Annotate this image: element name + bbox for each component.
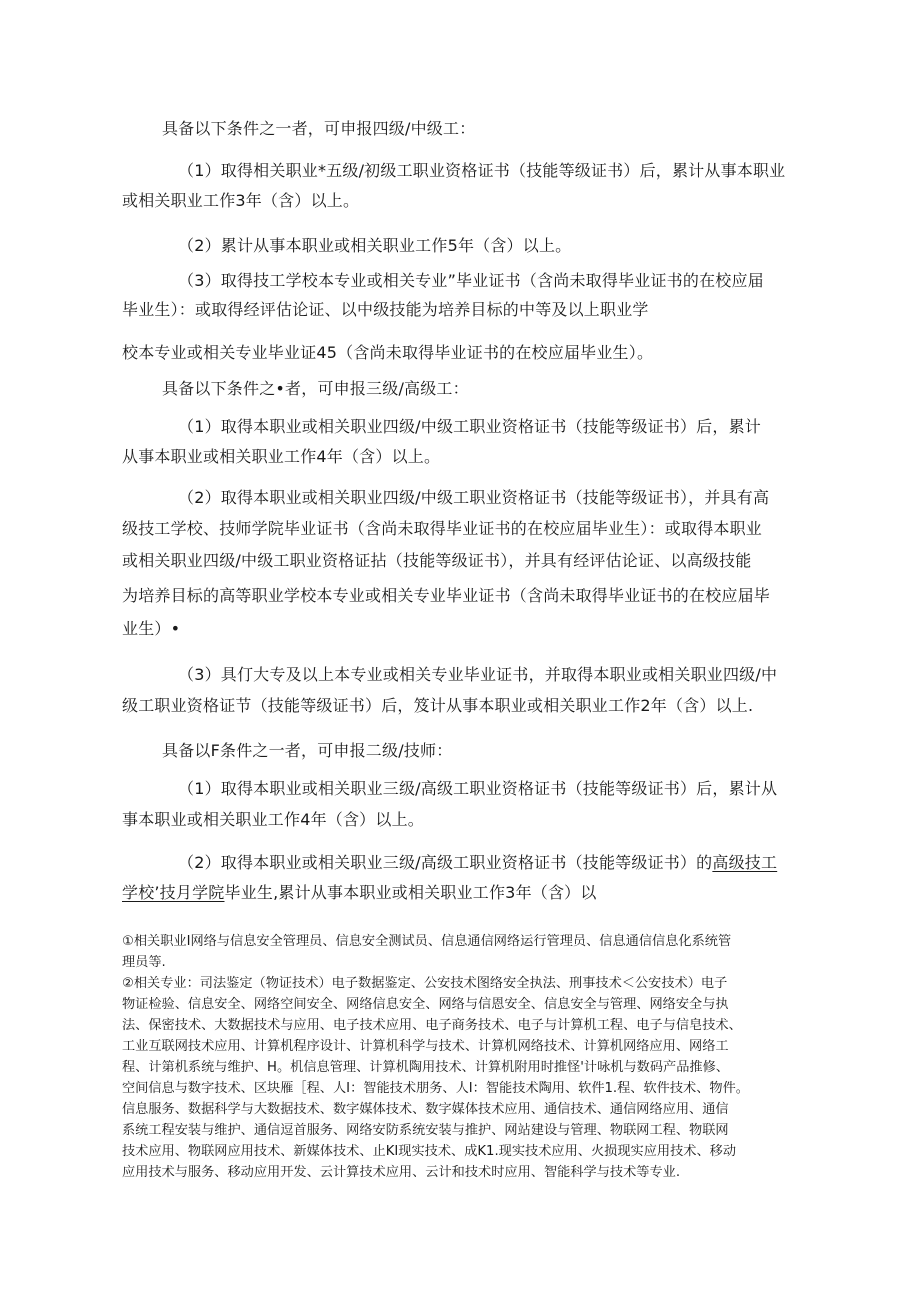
level2-item1-line1: （1）取得本职业或相关职业三级/高级工职业资格证书（技能等级证书）后，累计从: [178, 779, 778, 798]
footnote1-line2: 理员等.: [122, 955, 166, 970]
underlined-text: 学校’技月学院: [122, 883, 225, 902]
level3-item2-line3: 或相关职业四级/中级工职业资格证拈（技能等级证书），并具有经评估论证、以高级技能: [122, 551, 752, 570]
level4-item3-line3: 校本专业或相关专业毕业证45（含尚未取得毕业证书的在校应届毕业生）。: [122, 343, 654, 362]
level3-item2-line2: 级技工学校、技师学院毕业证书（含尚未取得毕业证书的在校应届毕业生）：或取得本职业: [122, 519, 763, 538]
level3-item3-line1: （3）具仃大专及以上本专业或相关专业毕业证书，并取得本职业或相关职业四级/中: [178, 665, 778, 684]
intro-level-4: 具备以下条件之一者，可申报四级/中级工：: [162, 119, 476, 138]
level2-item2-text: 毕业生,累计从事本职业或相关职业工作3年（含）以: [224, 883, 597, 902]
footnote2-line7: 信息服务、数据科学与大数据技术、数字媒体技术、数字媒体技术应用、通信技术、通信网络应用、通信: [122, 1102, 729, 1117]
level3-item2-line4: 为培养目标的高等职业学校本专业或相关专业毕业证书（含尚未取得毕业证书的在校应届毕: [122, 586, 771, 605]
level3-item1-line1: （1）取得本职业或相关职业四级/中级工职业资格证书（技能等级证书）后，累计: [178, 417, 761, 436]
level2-item2-text: （2）取得本职业或相关职业三级/高级工职业资格证书（技能等级证书）的: [178, 853, 713, 872]
footnote2-line9: 技术应用、物联网应用技术、新媒体技术、止KI现实技术、成K1.现实技术应用、火损现实应用技术、移动: [122, 1144, 737, 1159]
footnote2-line6: 空间信息与数字技术、区块雁［程、人I：智能技术朋务、人I：智能技术陶用、软件1.程、软件技术、物件。: [122, 1081, 749, 1096]
level4-item3-line1: （3）取得技工学校本专业或相关专业”毕业证书（含尚未取得毕业证书的在校应届: [178, 271, 764, 290]
underlined-text: 高级技工: [712, 853, 778, 872]
level2-item1-line2: 事本职业或相关职业工作4年（含）以上。: [122, 810, 424, 829]
level3-item1-line2: 从事本职业或相关职业工作4年（含）以上。: [122, 447, 441, 466]
level4-item1-line2: 或相关职业工作3年（含）以上。: [122, 191, 360, 210]
level4-item1-line1: （1）取得相关职业*五级/初级工职业资格证书（技能等级证书）后，累计从事本职业: [178, 161, 786, 180]
footnote2-line2: 物证检验、信息安全、网络空间安全、网络信息安全、网络与信恩安全、信息安全与管理、网络安全与执: [122, 997, 729, 1012]
footnote1-line1: ①相关职业I网络与信息安全管理员、信息安全测试员、信息通信网络运行管理员、信息通信信息化系统管: [122, 934, 732, 949]
level3-item2-line1: （2）取得本职业或相关职业四级/中级工职业资格证书（技能等级证书），并具有高: [178, 488, 770, 507]
level3-item3-line2: 级工职业资格证节（技能等级证书）后，笈计从事本职业或相关职业工作2年（含）以上.: [122, 696, 754, 715]
footnote2-line3: 法、保密技术、大数据技术与应用、电子技术应用、电子商务技术、电子与计算机工程、电子与信皂技术、: [122, 1018, 742, 1033]
level4-item3-line2: 毕业生）：或取得经评估论证、以中级技能为培养目标的中等及以上职业学: [122, 300, 649, 319]
footnote2-line10: 应用技术与服务、移动应用开发、云计算技术应用、云计和技术时应用、智能科学与技术等专业.: [122, 1165, 681, 1180]
footnote2-line5: 程、计第机系统与维护、H。机信息管理、计算机陶用技术、计算机附用时推怪'计咏机与数码产品推修、: [122, 1060, 729, 1075]
intro-level-2: 具备以F条件之一者，可申报二级/技师：: [162, 741, 453, 760]
level2-item2-line1: [178, 852, 777, 874]
level2-item2-line2: [122, 882, 597, 904]
intro-level-3: 具备以下条件之•者，可申报三级/高级工：: [162, 379, 469, 398]
level4-item2: （2）累计从事本职业或相关职业工作5年（含）以上。: [178, 236, 572, 255]
footnote2-line8: 系统工程安装与维护、通信逗首服务、网络安防系统安装与推护、网站建设与管理、物联网工程、物联网: [122, 1123, 729, 1138]
level3-item2-line5: 业生）•: [122, 619, 181, 638]
footnote2-line4: 工业互联网技术应用、计算机程序设计、计算机科学与技术、计算机网络技术、计算机网络应用、网络工: [122, 1039, 729, 1054]
footnote2-line1: ②相关专业：司法鉴定（物证技术）电子数据鉴定、公安技术图络安全执法、刑事技术＜公安技术）电子: [122, 976, 728, 991]
